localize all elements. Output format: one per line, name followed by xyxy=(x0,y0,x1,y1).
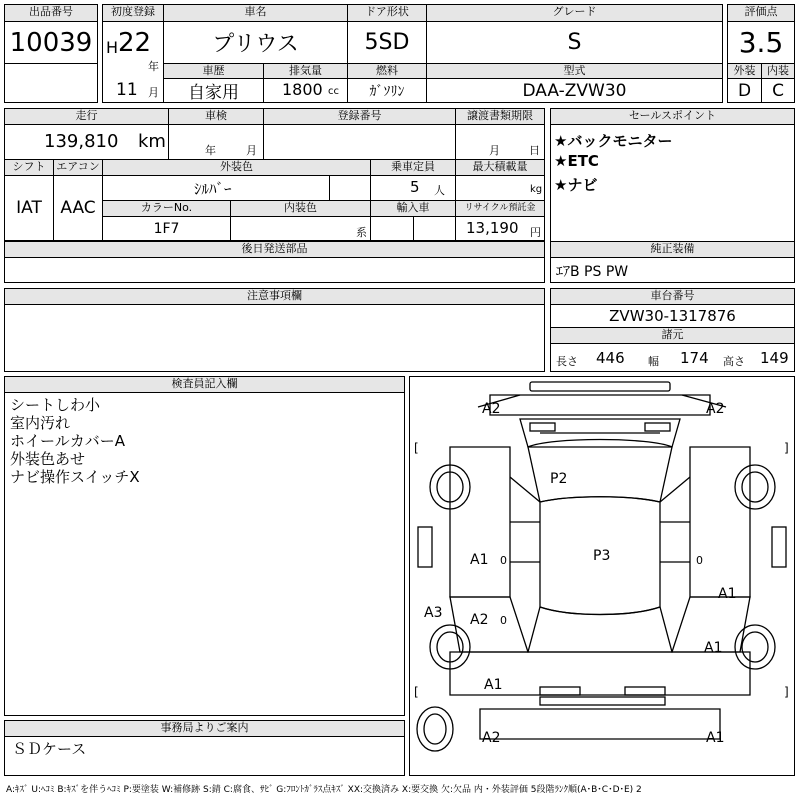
height-value: 149 xyxy=(760,349,789,367)
reg-no-header: 登録番号 xyxy=(263,108,456,125)
model-value: DAA-ZVW30 xyxy=(426,78,723,103)
car-name-header: 車名 xyxy=(163,4,348,22)
import-header: 輸入車 xyxy=(370,200,456,217)
capacity-value: 5 xyxy=(410,178,420,196)
door-header: ドア形状 xyxy=(347,4,427,22)
later-parts-box xyxy=(4,257,545,283)
sales-point-2: ★ETC xyxy=(554,152,599,170)
mark-zero-1: 0 xyxy=(500,554,507,567)
recycle-value: 13,190 xyxy=(466,219,519,237)
shift-value: IAT xyxy=(4,175,54,241)
mark-top-left: A2 xyxy=(482,401,501,417)
mark-a1-right: A1 xyxy=(718,586,737,602)
chassis-no-header: 車台番号 xyxy=(550,288,795,305)
mileage-value: 139,810 xyxy=(44,131,119,152)
capacity-unit: 人 xyxy=(434,184,445,197)
width-label: 幅 xyxy=(648,355,659,368)
grade-value: S xyxy=(426,21,723,64)
lot-no-value: 10039 xyxy=(4,21,98,64)
reg-month: 11 xyxy=(116,80,138,100)
displacement-unit: cc xyxy=(328,86,339,97)
inspector-note-4: 外装色あせ xyxy=(10,450,86,468)
bracket-right-bottom: ] xyxy=(784,685,789,699)
inspector-note-3: ホイールカバーA xyxy=(10,432,125,450)
inspection-month: 月 xyxy=(246,144,257,157)
sales-point-1: ★バックモニター xyxy=(554,132,673,150)
history-header: 車歴 xyxy=(163,63,264,79)
mark-p2: P2 xyxy=(550,471,568,487)
width-value: 174 xyxy=(680,349,709,367)
genuine-equip-value: ｴｱB PS PW xyxy=(556,264,629,280)
reg-year-unit: 年 xyxy=(148,60,159,73)
inspector-header: 検査員記入欄 xyxy=(4,376,405,393)
transfer-header: 譲渡書類期限 xyxy=(455,108,545,125)
reg-no-box xyxy=(263,124,456,160)
office-note: ＳＤケース xyxy=(12,740,87,758)
ext-color-box xyxy=(102,175,371,201)
recycle-unit: 円 xyxy=(530,226,541,239)
inspection-header: 車検 xyxy=(168,108,264,125)
car-name-value: プリウス xyxy=(163,21,348,64)
exterior-header: 外装 xyxy=(727,63,762,79)
office-header: 事務局よりご案内 xyxy=(4,720,405,737)
length-value: 446 xyxy=(596,349,625,367)
notes-box xyxy=(4,304,545,372)
ext-color-value: ｼﾙﾊﾞｰ xyxy=(194,180,232,198)
exterior-value: D xyxy=(727,78,762,103)
interior-value: C xyxy=(761,78,795,103)
model-header: 型式 xyxy=(426,63,723,79)
score-header: 評価点 xyxy=(727,4,795,22)
height-label: 高さ xyxy=(723,355,745,368)
inspection-year: 年 xyxy=(205,144,216,157)
displacement-header: 排気量 xyxy=(263,63,348,79)
int-color-unit: 系 xyxy=(356,226,367,239)
chassis-no-value: ZVW30-1317876 xyxy=(550,304,795,328)
max-load-unit: kg xyxy=(530,184,543,195)
int-color-header: 内装色 xyxy=(230,200,371,217)
ext-color-divider xyxy=(329,175,330,201)
fuel-value: ｶﾞｿﾘﾝ xyxy=(347,78,427,103)
mark-zero-3: 0 xyxy=(500,614,507,627)
mark-bottom-right: A1 xyxy=(706,730,725,746)
mark-a2-left: A2 xyxy=(470,612,489,628)
capacity-header: 乗車定員 xyxy=(370,159,456,176)
mark-a1-bottom-left: A1 xyxy=(484,677,503,693)
mark-bottom-left: A2 xyxy=(482,730,501,746)
recycle-header: リサイクル預託金 xyxy=(455,200,545,217)
import-box-2 xyxy=(413,216,456,241)
sales-points-header: セールスポイント xyxy=(550,108,795,125)
aircon-header: エアコン xyxy=(53,159,103,176)
grade-header: グレード xyxy=(426,4,723,22)
shift-header: シフト xyxy=(4,159,54,176)
notes-header: 注意事項欄 xyxy=(4,288,545,305)
reg-month-unit: 月 xyxy=(148,86,159,99)
interior-header: 内装 xyxy=(761,63,795,79)
inspector-note-2: 室内汚れ xyxy=(10,414,71,432)
car-diagram-svg xyxy=(410,377,794,775)
specs-header: 諸元 xyxy=(550,327,795,344)
reg-year: 22 xyxy=(118,28,152,58)
bracket-right-top: ] xyxy=(784,441,789,455)
import-box-1 xyxy=(370,216,414,241)
specs-box xyxy=(550,343,795,372)
mileage-header: 走行 xyxy=(4,108,169,125)
score-value: 3.5 xyxy=(727,21,795,64)
genuine-equip-header: 純正装備 xyxy=(550,241,795,258)
displacement-value: 1800 xyxy=(282,80,323,99)
history-value: 自家用 xyxy=(163,78,264,103)
ext-color-header: 外装色 xyxy=(102,159,371,176)
first-reg-header: 初度登録 xyxy=(102,4,164,22)
aircon-value: AAC xyxy=(53,175,103,241)
transfer-day: 日 xyxy=(529,144,540,157)
door-value: 5SD xyxy=(347,21,427,64)
mark-p3: P3 xyxy=(593,548,611,564)
bracket-left-bottom: [ xyxy=(414,685,419,699)
sales-point-3: ★ナビ xyxy=(554,176,598,194)
color-no-value: 1F7 xyxy=(102,216,231,241)
later-parts-header: 後日発送部品 xyxy=(4,241,545,258)
inspector-note-5: ナビ操作スイッチX xyxy=(10,468,140,486)
mark-top-right: A2 xyxy=(706,401,725,417)
legend: A:ｷｽﾞ U:ﾍｺﾐ B:ｷｽﾞを伴うﾍｺﾐ P:要塗装 W:補修跡 S:錆 C:腐食、ｻﾋﾞ G:ﾌﾛﾝﾄｶﾞﾗｽ点ｷｽﾞ XX:交換済み X:要交換 欠:欠品 内・外装評価 5段階ﾗﾝｸ順(A･B･C･D･E) 2 xyxy=(6,785,642,795)
mark-a1-left: A1 xyxy=(470,552,489,568)
mark-zero-2: 0 xyxy=(696,554,703,567)
max-load-header: 最大積載量 xyxy=(455,159,545,176)
mark-a3: A3 xyxy=(424,605,443,621)
mileage-unit: km xyxy=(138,131,166,152)
mark-a1-right-2: A1 xyxy=(704,640,723,656)
era: H xyxy=(106,38,119,57)
int-color-box xyxy=(230,216,371,241)
bracket-left-top: [ xyxy=(414,441,419,455)
lot-no-header: 出品番号 xyxy=(4,4,98,22)
car-diagram xyxy=(409,376,795,776)
fuel-header: 燃料 xyxy=(347,63,427,79)
inspector-note-1: シートしわ小 xyxy=(10,396,101,414)
lot-no-blank xyxy=(4,63,98,103)
length-label: 長さ xyxy=(556,355,578,368)
color-no-header: カラーNo. xyxy=(102,200,231,217)
transfer-month: 月 xyxy=(489,144,500,157)
